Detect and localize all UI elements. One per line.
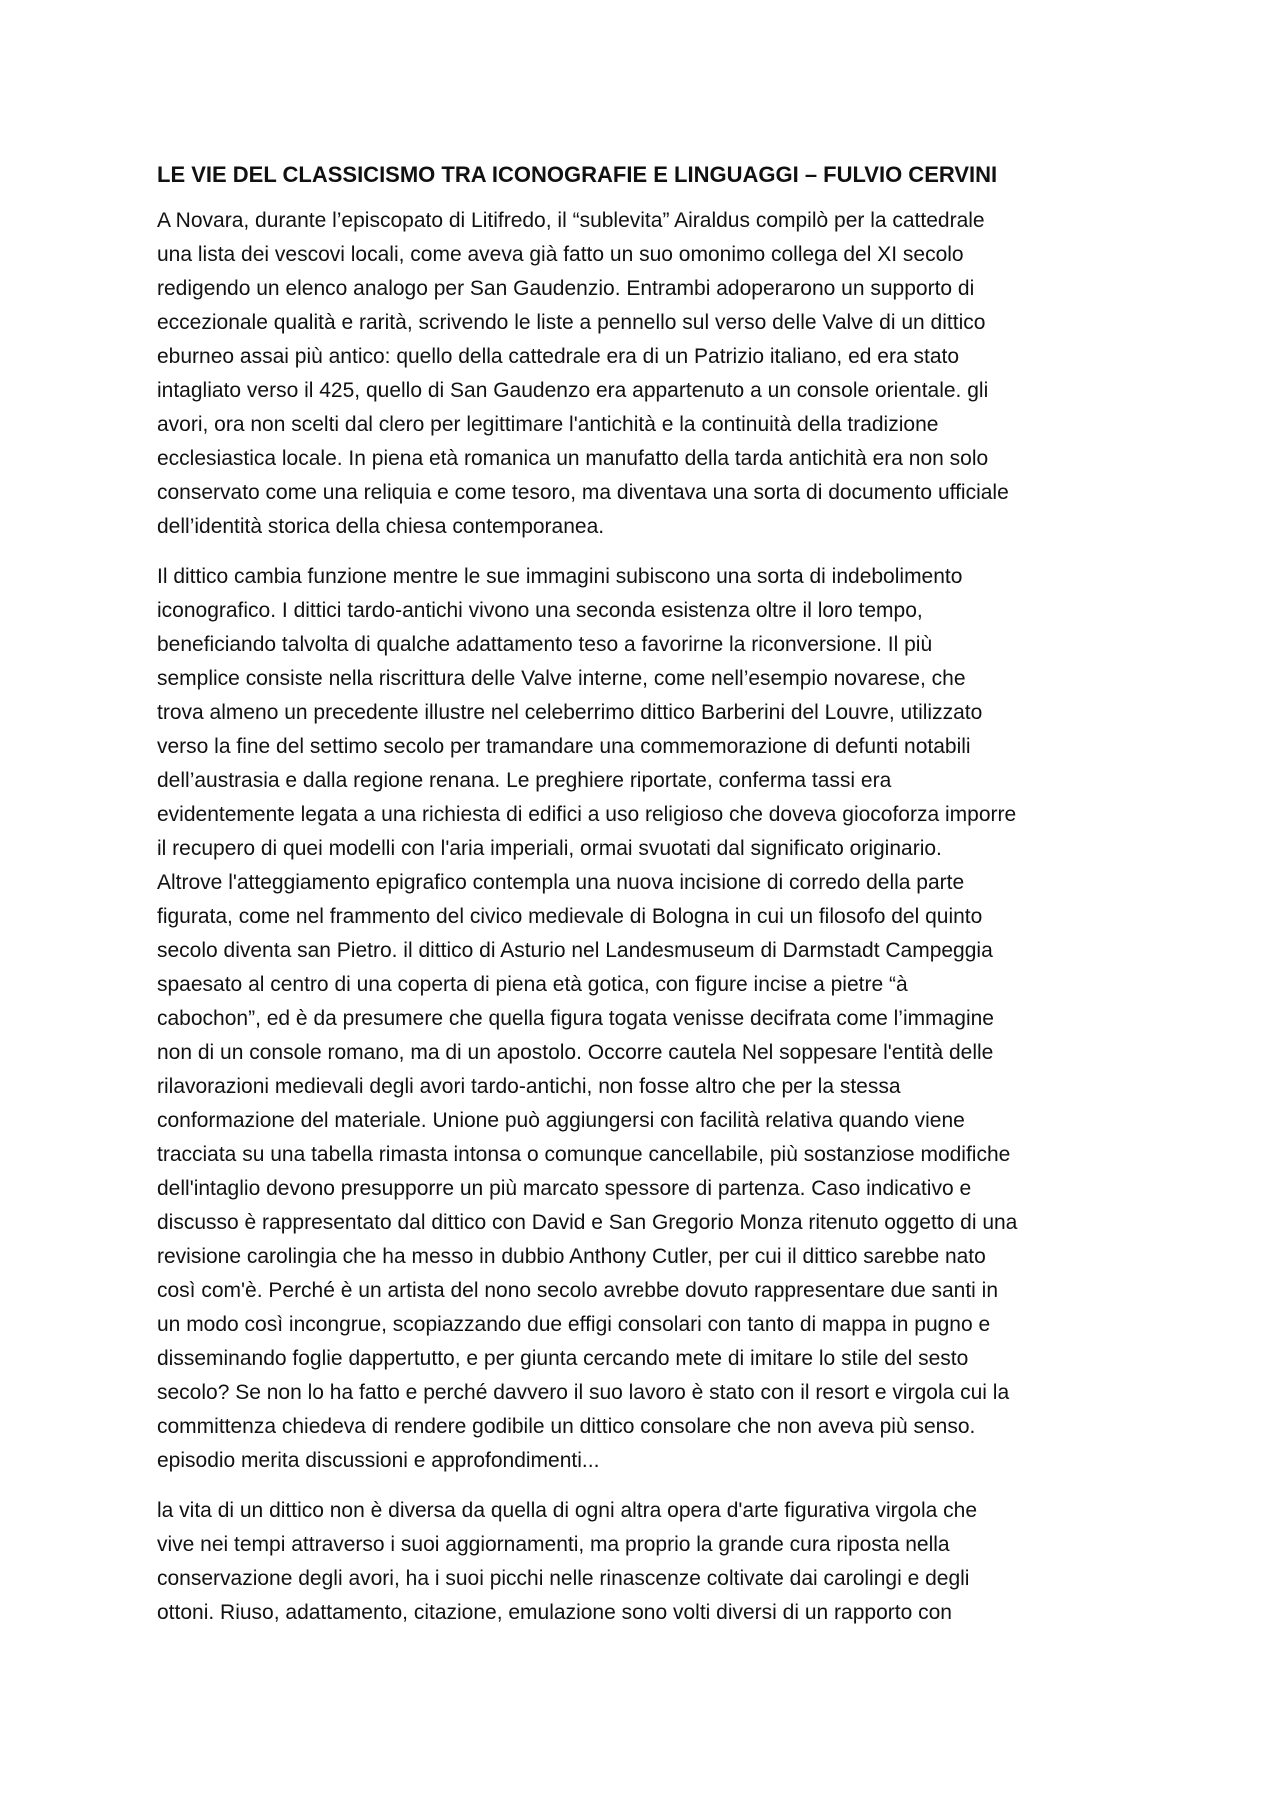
text-line: conservato come una reliquia e come tesoro, ma diventava una sorta di documento ufficiale: [157, 481, 1009, 504]
text-line: secolo? Se non lo ha fatto e perché davvero il suo lavoro è stato con il resort e virgola cui la: [157, 1381, 1010, 1404]
text-line: ecclesiastica locale. In piena età romanica un manufatto della tarda antichità era non solo: [157, 447, 989, 470]
document-body: [157, 204, 1137, 1630]
text-line: eburneo assai più antico: quello della cattedrale era di un Patrizio italiano, ed era stato: [157, 345, 960, 368]
text-line: figurata, come nel frammento del civico medievale di Bologna in cui un filosofo del quinto: [157, 905, 983, 928]
text-line: verso la fine del settimo secolo per tramandare una commemorazione di defunti notabili: [157, 735, 971, 758]
text-line: intagliato verso il 425, quello di San Gaudenzo era appartenuto a un console orientale. gli: [157, 379, 989, 402]
text-line: Altrove l'atteggiamento epigrafico contempla una nuova incisione di corredo della parte: [157, 871, 965, 894]
paragraph-3: [157, 1494, 1137, 1630]
text-line: rilavorazioni medievali degli avori tardo-antichi, non fosse altro che per la stessa: [157, 1075, 901, 1098]
text-line: episodio merita discussioni e approfondimenti...: [157, 1449, 600, 1472]
text-line: dell’austrasia e dalla regione renana. Le preghiere riportate, conferma tassi era: [157, 769, 892, 792]
text-line: Il dittico cambia funzione mentre le sue immagini subiscono una sorta di indebolimento: [157, 565, 963, 588]
text-line: revisione carolingia che ha messo in dubbio Anthony Cutler, per cui il dittico sarebbe nato: [157, 1245, 986, 1268]
text-line: A Novara, durante l’episcopato di Litifredo, il “sublevita” Airaldus compilò per la cattedrale: [157, 209, 985, 232]
document-page: [157, 158, 1137, 1646]
text-line: beneficiando talvolta di qualche adattamento teso a favorirne la riconversione. Il più: [157, 633, 933, 656]
text-line: il recupero di quei modelli con l'aria imperiali, ormai svuotati dal significato originario.: [157, 837, 942, 860]
text-line: secolo diventa san Pietro. il dittico di Asturio nel Landesmuseum di Darmstadt Campeggia: [157, 939, 993, 962]
text-line: conservazione degli avori, ha i suoi picchi nelle rinascenze coltivate dai carolingi e degli: [157, 1567, 970, 1590]
text-line: semplice consiste nella riscrittura delle Valve interne, come nell’esempio novarese, che: [157, 667, 966, 690]
text-line: committenza chiedeva di rendere godibile un dittico consolare che non aveva più senso.: [157, 1415, 976, 1438]
text-line: un modo così incongrue, scopiazzando due effigi consolari con tanto di mappa in pugno e: [157, 1313, 991, 1336]
text-line: così com'è. Perché è un artista del nono secolo avrebbe dovuto rappresentare due santi in: [157, 1279, 999, 1302]
paragraph-1: [157, 204, 1137, 544]
text-line: cabochon”, ed è da presumere che quella figura togata venisse decifrata come l’immagine: [157, 1007, 994, 1030]
text-line: dell'intaglio devono presupporre un più marcato spessore di partenza. Caso indicativo e: [157, 1177, 972, 1200]
text-line: disseminando foglie dappertutto, e per giunta cercando mete di imitare lo stile del sesto: [157, 1347, 969, 1370]
text-line: vive nei tempi attraverso i suoi aggiornamenti, ma proprio la grande cura riposta nella: [157, 1533, 950, 1556]
text-line: iconografico. I dittici tardo-antichi vivono una seconda esistenza oltre il loro tempo,: [157, 599, 923, 622]
text-line: eccezionale qualità e rarità, scrivendo le liste a pennello sul verso delle Valve di un dittico: [157, 311, 986, 334]
text-line: spaesato al centro di una coperta di piena età gotica, con figure incise a pietre “à: [157, 973, 908, 996]
text-line: avori, ora non scelti dal clero per legittimare l'antichità e la continuità della tradizione: [157, 413, 939, 436]
paragraph-2: [157, 560, 1137, 1478]
text-line: redigendo un elenco analogo per San Gaudenzio. Entrambi adoperarono un supporto di: [157, 277, 975, 300]
text-line: una lista dei vescovi locali, come aveva già fatto un suo omonimo collega del XI secolo: [157, 243, 964, 266]
text-line: evidentemente legata a una richiesta di edifici a uso religioso che doveva giocoforza imporre: [157, 803, 1017, 826]
text-line: conformazione del materiale. Unione può aggiungersi con facilità relativa quando viene: [157, 1109, 965, 1132]
text-line: la vita di un dittico non è diversa da quella di ogni altra opera d'arte figurativa virgola che: [157, 1499, 978, 1522]
text-line: dell’identità storica della chiesa contemporanea.: [157, 515, 605, 538]
text-line: non di un console romano, ma di un apostolo. Occorre cautela Nel soppesare l'entità delle: [157, 1041, 994, 1064]
document-title: LE VIE DEL CLASSICISMO TRA ICONOGRAFIE E LINGUAGGI – FULVIO CERVINI: [157, 162, 998, 187]
text-line: trova almeno un precedente illustre nel celeberrimo dittico Barberini del Louvre, utilizzato: [157, 701, 983, 724]
text-line: tracciata su una tabella rimasta intonsa o comunque cancellabile, più sostanziose modifiche: [157, 1143, 1011, 1166]
text-line: discusso è rappresentato dal dittico con David e San Gregorio Monza ritenuto oggetto di una: [157, 1211, 1018, 1234]
text-line: ottoni. Riuso, adattamento, citazione, emulazione sono volti diversi di un rapporto con: [157, 1601, 952, 1624]
